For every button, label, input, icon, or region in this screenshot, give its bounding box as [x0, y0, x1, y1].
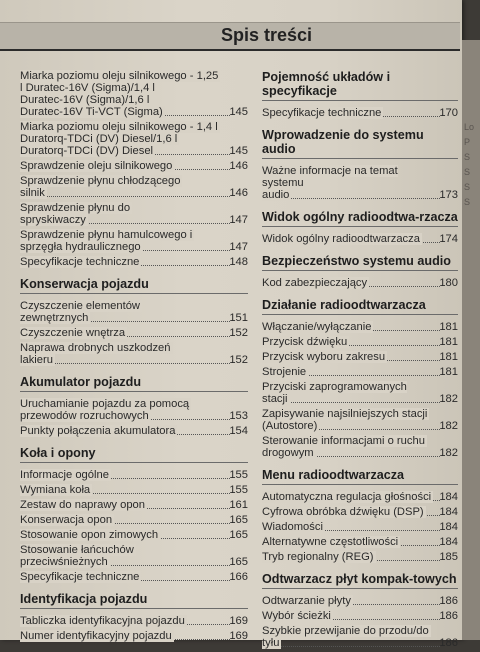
page-title: Spis treści [220, 25, 312, 45]
next-page-edge-text [464, 120, 474, 210]
toc-page-number: 154 [229, 425, 248, 437]
toc-entry-title-line: Czyszczenie wnętrza [20, 327, 126, 339]
toc-entry-title-line: Cyfrowa obróbka dźwięku (DSP) [262, 506, 424, 518]
toc-page-number: 153 [229, 410, 248, 422]
toc-entry[interactable] [262, 435, 458, 459]
toc-entry[interactable] [20, 202, 248, 226]
toc-section-heading: Pojemność układów i specyfikacje [262, 70, 458, 101]
toc-page-number: 169 [229, 630, 248, 642]
toc-page-number: 182 [439, 393, 458, 405]
toc-entry[interactable] [262, 351, 458, 363]
toc-entry[interactable] [20, 342, 248, 366]
toc-page-number: 186 [439, 610, 458, 622]
toc-entry[interactable] [20, 630, 248, 642]
toc-entry-title-line: Duratec-16V Ti-VCT (Sigma) [20, 106, 163, 118]
toc-entry[interactable] [262, 625, 458, 649]
toc-page-number: 147 [229, 214, 248, 226]
toc-entry-title-line: Sprawdzenie płynu hamulcowego i [20, 229, 193, 241]
toc-entry-title-line: przeciwśnieżnych [20, 556, 108, 568]
toc-section-heading: Menu radioodtwarzacza [262, 468, 458, 485]
toc-page-number: 148 [229, 256, 248, 268]
toc-entry-title-line: Stosowanie opon zimowych [20, 529, 159, 541]
toc-entry-title-line: Numer identyfikacyjny pojazdu [20, 630, 172, 642]
toc-entry-title-line: lakieru [20, 354, 53, 366]
toc-entry-title-line: przewodów rozruchowych [20, 410, 149, 422]
toc-page-number: 186 [439, 595, 458, 607]
toc-entry-title-line: zewnętrznych [20, 312, 89, 324]
toc-entry-title-line: drogowym [262, 447, 314, 459]
toc-section-heading: Konserwacja pojazdu [20, 277, 248, 294]
toc-section-heading: Identyfikacja pojazdu [20, 592, 248, 609]
toc-page-number: 184 [439, 521, 458, 533]
toc-entry-title-line: audio [262, 189, 290, 201]
toc-entry-title-line: Specyfikacje techniczne [262, 107, 382, 119]
toc-page-number: 146 [229, 160, 248, 172]
toc-page-number: 182 [439, 420, 458, 432]
toc-entry-title-line: Sprawdzenie płynu do [20, 202, 131, 214]
toc-entry-title-line: Konserwacja opon [20, 514, 113, 526]
toc-entry[interactable] [20, 514, 248, 526]
toc-entry-title-line: Duratec-16V (Sigma)/1,6 l [20, 94, 150, 106]
toc-entry[interactable] [262, 506, 458, 518]
toc-entry[interactable] [20, 229, 248, 253]
toc-entry-title-line: Uruchamianie pojazdu za pomocą [20, 398, 190, 410]
toc-entry[interactable] [20, 160, 248, 172]
toc-entry-title-line: Wybór ścieżki [262, 610, 331, 622]
toc-right-column [262, 70, 458, 652]
toc-page-number: 161 [229, 499, 248, 511]
toc-entry-title-line: Zapisywanie najsilniejszych stacji [262, 408, 428, 420]
toc-entry-title-line: Zestaw do naprawy opon [20, 499, 146, 511]
toc-entry-title-line: Duratorq-TDCi (DV) Diesel [20, 145, 154, 157]
toc-page-number: 155 [229, 484, 248, 496]
edge-letter: S [464, 197, 471, 207]
toc-page-number: 152 [229, 354, 248, 366]
toc-entry-title-line: Sterowanie informacjami o ruchu [262, 435, 425, 447]
toc-entry-title-line: Odtwarzanie płyty [262, 595, 351, 607]
toc-entry-title-line: Stosowanie łańcuchów [20, 544, 134, 556]
toc-page-number: 155 [229, 469, 248, 481]
toc-entry-title-line: Tabliczka identyfikacyjna pojazdu [20, 615, 185, 627]
toc-entry-title-line: Ważne informacje na temat systemu [262, 165, 398, 189]
toc-page-number: 145 [229, 145, 248, 157]
toc-entry-title-line: Przycisk wyboru zakresu [262, 351, 386, 363]
toc-entry[interactable] [262, 165, 458, 201]
toc-entry-title-line: Kod zabezpieczający [262, 277, 368, 289]
toc-entry-title-line: tyłu [262, 637, 280, 649]
toc-entry-title-line: Włączanie/wyłączanie [262, 321, 372, 333]
toc-page-number: 180 [439, 277, 458, 289]
toc-entry[interactable] [262, 551, 458, 563]
toc-page-number: 184 [439, 506, 458, 518]
toc-entry-title-line: Wiadomości [262, 521, 323, 533]
toc-entry-title-line: Czyszczenie elementów [20, 300, 141, 312]
next-page-edge [462, 40, 480, 640]
toc-entry[interactable] [20, 571, 248, 583]
toc-entry[interactable] [262, 610, 458, 622]
toc-entry-title-line: Punkty połączenia akumulatora [20, 425, 176, 437]
toc-entry-title-line: Specyfikacje techniczne [20, 256, 140, 268]
toc-page-number: 181 [439, 336, 458, 348]
toc-entry[interactable] [262, 408, 458, 432]
toc-page-number: 152 [229, 327, 248, 339]
toc-entry-title-line: Sprawdzenie oleju silnikowego [20, 160, 173, 172]
toc-left-column [20, 70, 248, 645]
toc-page-number: 186 [439, 637, 458, 649]
toc-entry-title-line: Alternatywne częstotliwości [262, 536, 399, 548]
toc-page-number: 146 [229, 187, 248, 199]
toc-section-heading: Bezpieczeństwo systemu audio [262, 254, 458, 271]
toc-page-number: 182 [439, 447, 458, 459]
toc-entry[interactable] [20, 327, 248, 339]
toc-section-heading: Działanie radioodtwarzacza [262, 298, 458, 315]
toc-section-heading: Akumulator pojazdu [20, 375, 248, 392]
toc-entry-title-line: Automatyczna regulacja głośności [262, 491, 432, 503]
toc-entry[interactable] [262, 595, 458, 607]
toc-entry-title-line: Szybkie przewijanie do przodu/do [262, 625, 429, 637]
toc-entry-title-line: Strojenie [262, 366, 307, 378]
toc-entry[interactable] [262, 233, 458, 245]
toc-section-heading: Koła i opony [20, 446, 248, 463]
toc-entry[interactable] [20, 499, 248, 511]
toc-page-number: 151 [229, 312, 248, 324]
toc-page-number: 185 [439, 551, 458, 563]
toc-page-number: 181 [439, 321, 458, 333]
toc-entry-title-line: Specyfikacje techniczne [20, 571, 140, 583]
toc-page-number: 184 [439, 491, 458, 503]
toc-entry-title-line: spryskiwaczy [20, 214, 86, 226]
toc-entry[interactable] [20, 398, 248, 422]
toc-entry[interactable] [262, 336, 458, 348]
toc-entry[interactable] [20, 529, 248, 541]
toc-page-number: 165 [229, 529, 248, 541]
toc-page-number: 184 [439, 536, 458, 548]
toc-section-heading: Odtwarzacz płyt kompak-towych [262, 572, 458, 589]
toc-entry[interactable] [20, 175, 248, 199]
toc-section-heading: Wprowadzenie do systemu audio [262, 128, 458, 159]
toc-page-number: 181 [439, 351, 458, 363]
toc-entry[interactable] [20, 615, 248, 627]
toc-page-number: 147 [229, 241, 248, 253]
toc-entry-title-line: sprzęgła hydraulicznego [20, 241, 141, 253]
edge-letter: Lo [464, 122, 475, 132]
toc-page-number: 169 [229, 615, 248, 627]
toc-entry-title-line: l Duratec-16V (Sigma)/1,4 l [20, 82, 155, 94]
toc-entry-title-line: Naprawa drobnych uszkodzeń [20, 342, 171, 354]
toc-entry[interactable] [20, 484, 248, 496]
toc-entry-title-line: Przyciski zaprogramowanych stacji [262, 381, 407, 405]
toc-entry-title-line: Przycisk dźwięku [262, 336, 348, 348]
toc-entry-title-line: Duratorq-TDCi (DV) Diesel/1,6 l [20, 133, 178, 145]
toc-page-number: 165 [229, 514, 248, 526]
toc-entry[interactable] [262, 277, 458, 289]
toc-entry-title-line: Miarka poziomu oleju silnikowego - 1,25 [20, 70, 219, 82]
toc-page-number: 170 [439, 107, 458, 119]
toc-entry-title-line: (Autostore) [262, 420, 318, 432]
toc-entry[interactable] [20, 300, 248, 324]
edge-letter: S [464, 152, 471, 162]
toc-entry[interactable] [20, 70, 248, 118]
toc-entry[interactable] [262, 381, 458, 405]
toc-page-number: 173 [439, 189, 458, 201]
toc-section-heading: Widok ogólny radioodtwa-rzacza [262, 210, 458, 227]
toc-entry[interactable] [262, 107, 458, 119]
toc-entry[interactable] [262, 536, 458, 548]
toc-entry[interactable] [262, 321, 458, 333]
toc-entry-title-line: Widok ogólny radioodtwarzacza [262, 233, 420, 245]
toc-entry[interactable] [262, 521, 458, 533]
toc-entry[interactable] [20, 256, 248, 268]
toc-entry-title-line: silnik [20, 187, 45, 199]
toc-page-number: 145 [229, 106, 248, 118]
toc-entry-title-line: Miarka poziomu oleju silnikowego - 1,4 l [20, 121, 218, 133]
toc-entry[interactable] [20, 544, 248, 568]
toc-entry[interactable] [20, 469, 248, 481]
toc-page-number: 166 [229, 571, 248, 583]
toc-entry[interactable] [20, 425, 248, 437]
toc-page-number: 174 [439, 233, 458, 245]
toc-entry-title-line: Sprawdzenie płynu chłodzącego [20, 175, 181, 187]
toc-entry-title-line: Informacje ogólne [20, 469, 109, 481]
toc-entry-title-line: Tryb regionalny (REG) [262, 551, 374, 563]
edge-letter: S [464, 167, 471, 177]
toc-page-number: 165 [229, 556, 248, 568]
toc-entry[interactable] [262, 366, 458, 378]
toc-entry[interactable] [20, 121, 248, 157]
edge-letter: S [464, 182, 471, 192]
toc-entry[interactable] [262, 491, 458, 503]
edge-letter: P [464, 137, 471, 147]
toc-entry-title-line: Wymiana koła [20, 484, 91, 496]
toc-page-number: 181 [439, 366, 458, 378]
